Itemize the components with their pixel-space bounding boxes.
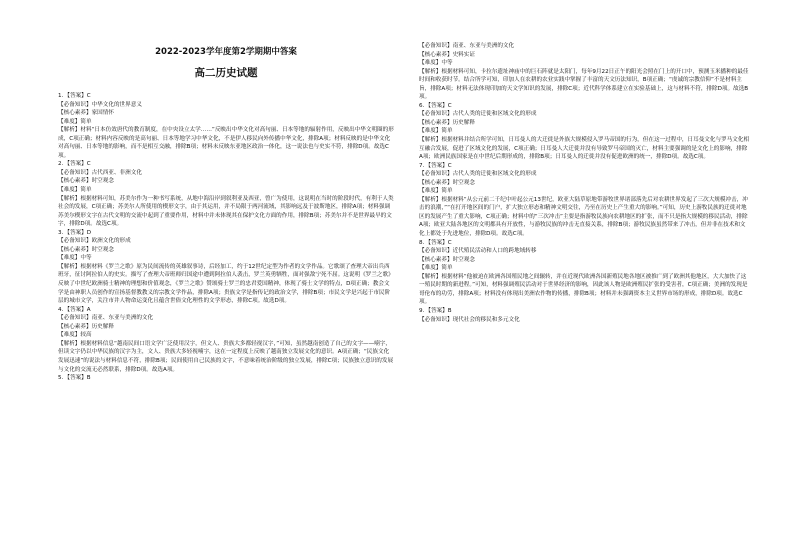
question-3 [58,229,394,306]
literacy-line: 【核心素养】时空观念 [58,246,114,253]
question-4 [58,306,394,374]
literacy-line: 【核心素养】时空观念 [419,256,475,263]
question-9 [419,307,751,324]
analysis-paragraph: 【解析】根据材料并结合所学可知，日耳曼人的大迁徙是外族大规模侵入罗马帝国的行为，但在这一过程中，日耳曼文化与罗马文化相互融合发展，促进了区域文化的发展，C项正确；日耳曼人大迁徙并没有导致罗马帝国的灭亡，材料主要强调的是文化上的影响，排除A项；欧洲民族国家是在中世纪后期形成的，排除B项；日耳曼人的迁徙并没有促进欧洲的统一，排除D项。故选C项。 [419,137,750,161]
answer-line: 4．【答案】A [58,306,91,313]
literacy-line: 【核心素养】历史解释 [58,323,114,330]
question-5 [58,374,394,383]
question-6 [419,102,751,162]
answer-line: 2．【答案】C [58,161,91,168]
difficulty-line: 【难度】简单 [419,265,453,272]
literacy-line: 【核心素养】历史解释 [419,119,475,126]
knowledge-line: 【必备知识】中华文化的世界意义 [58,101,142,108]
difficulty-line: 【难度】较高 [58,332,92,339]
analysis-paragraph: 【解析】根据材料可知，苏美尔作为一种书写系统，从地中海沿岸到叙利亚及西亚，曾广为使用，这说明在当时的阶段时代，有利于人类社会的发展，C项正确；苏美尔人所使用的楔形文字，由于其运用，并不局限于两河流域，其影响远及于波斯地区，排除A项；材料强调苏美尔楔形文字在古代文明的交流中起到了重要作用，材料中并未体现其在保护文化方面的作用，排除B项；苏美尔并不是世界最早的文字，排除D项。故选C项。 [58,195,394,228]
difficulty-line: 【难度】简单 [58,118,92,125]
question-7 [419,162,751,239]
literacy-line: 【核心素养】时空观念 [419,179,475,186]
difficulty-line: 【难度】中等 [58,255,92,262]
analysis-paragraph: 【解析】根据材料“从公元前二千纪中叶起公元13世纪，欧亚大陆草原地带游牧世界诸部落先后对农耕世界发起了三次大规模冲击，冲击的浪潮，”“在打开地区间的门户，扩大独立形态和精神文明交往，乃至在历史上产生重大的影响。”可知，历史上游牧民族的迁徙对地区的发展产生了重大影响，C项正确；材料中的“三次冲击”主要是指游牧民族向农耕地区的扩张，而不只是指大规模的移民活动，排除A项；欧亚大陆各地区的文明都具有开放性，与游牧民族的冲击无直接关系，排除B项；游牧民族虽然带来了冲击，但并非在技术和文化上都处于先进地位，排除D项。故选C项。 [419,196,748,238]
question-5-cont [419,42,751,102]
answer-line: 1．【答案】C [58,93,91,99]
difficulty-line: 【难度】中等 [419,60,453,67]
knowledge-line: 【必备知识】欧洲文化的形成 [58,238,131,245]
answer-line: 9．【答案】B [419,307,452,314]
question-1 [58,92,394,160]
subject-title: 高二历史试题 [194,67,258,79]
knowledge-line: 【必备知识】古代人类的迁徙和区域文化的形成 [419,111,537,118]
analysis-paragraph: 【解析】根据材料可知，卡拉尔遗址神庙中的巨石阵就是太阳门，每年9月22日正午的阳光会照在门上的开口中，预测玉米播种的最佳时间和收获时节。结合所学可知，印加人在农耕的农业实践中掌握了丰富的天文历法知识，B项正确；“虔诚的宗教信仰”不是材料主旨，排除A项；材料无法体现印加的天文学知识的发展，排除C项；近代科学体系建立在实验基础上，这与材料不符，排除D项。故选B项。 [419,68,749,101]
literacy-line: 【核心素养】史料实证 [419,51,475,58]
exam-title: 2022-2023学年度第2学期期中答案 [155,47,297,57]
literacy-line: 【核心素养】家国情怀 [58,110,114,117]
top-spacer [419,0,751,42]
question-8 [419,239,751,307]
answer-line: 3．【答案】D [58,229,92,236]
knowledge-line: 【必备知识】南亚、东亚与美洲的文化 [419,43,515,49]
answer-line: 7．【答案】C [419,162,452,169]
knowledge-line: 【必备知识】古代人类的迁徙和区域文化的形成 [419,171,537,178]
difficulty-line: 【难度】简单 [419,128,453,135]
difficulty-line: 【难度】简单 [419,188,453,195]
difficulty-line: 【难度】简单 [58,187,92,194]
knowledge-line: 【必备知识】南亚、东亚与美洲的文化 [58,315,154,322]
knowledge-line: 【必备知识】古代西亚、非洲文化 [58,169,142,176]
left-column [58,0,394,383]
answer-line: 5．【答案】B [58,375,91,382]
question-2 [58,160,394,228]
analysis-paragraph: 【解析】材料“日本仿效唐代的教育制度，在中央设立太学……”反映出中华文化对高句丽、日本等地的辐射作用，反映出中华文明圈的形成，C项正确；材料内容反映的是高句丽、日本等地学习中华文化，不是伊人移民向外传播中华文化，排除A项；材料反映的是中华文化对高句丽、日本等地的影响，而不是相互交融，排除B项；材料未反映东亚地区政治一体化，这一说法也与史实不符，排除D项。故选C项。 [58,127,394,159]
analysis-paragraph: 【解析】根据材料《罗兰之歌》原为民间流传的英雄叙事诗，后经加工，约于12世纪定型为作者的文学作品。它歌颂了查理大帝出兵西班牙，征讨阿拉伯人的史实。描写了查理大帝班师归国途中遭到阿拉伯人袭击，罗兰英勇牺牲，面对强敌宁死不屈。这说明《罗兰之歌》反映了中世纪欧洲骑士精神的理想和价值观念，《罗兰之歌》赞颂骑士罗兰的忠君爱国精神，体现了骑士文学的特点，D项正确；教会文学是由神职人员创作的宣扬基督教教义的宗教文学作品，排除A项；贵族文学是指传记的政治文学，排除B项；市民文学是兴起于市民阶层的城市文学，关注市井人物命运变化且蕴含世俗文化理性的文学形态，排除C项。故选D项。 [58,263,394,305]
knowledge-line: 【必备知识】近代殖民活动和人口的跨地域转移 [419,248,537,255]
answer-line: 8．【答案】C [419,239,452,246]
right-column [419,0,751,324]
literacy-line: 【核心素养】时空观念 [58,178,114,185]
answer-line: 6．【答案】C [419,102,452,109]
analysis-paragraph: 【解析】根据材料信息“越南民间口语文学广泛使用汉字，但文人、贵族大多都轻视汉字，”可知，虽然越南创造了自己的文字——喃字，但读文字仍以中华民族的汉字为主，文人、贵族大多轻视喃字，这在一定程度上反映了越南独立发展文化的意识。A项正确；“民族文化发展迅速”的说法与材料信息不符，排除B项；民间使用自己民族的文字，不意味着统治阶级的独立发展，排除C项；民族独立意识的发展与文化的交流无必然联系，排除D项。故选A项。 [58,340,394,373]
knowledge-line: 【必备知识】现代社会的移民和多元文化 [419,316,520,323]
analysis-paragraph: 【解析】根据材料“他被迫在欧洲各国殖民地之间辗转，并在近现代欧洲各国新殖民地各地区被推广到了欧洲其他地区，大大加快了这一殖民时期的新进程。”可知，材料强调殖民活动对于世界经济的影响，因此该人物是欧洲殖民扩张的受害者，C项正确；美洲的发现是哥伦布的功劳，排除A项；材料没有体现出美洲农作物的传播，排除B项；材料并未强调资本主义世界市场的形成，排除D项。故选C项。 [419,273,748,306]
